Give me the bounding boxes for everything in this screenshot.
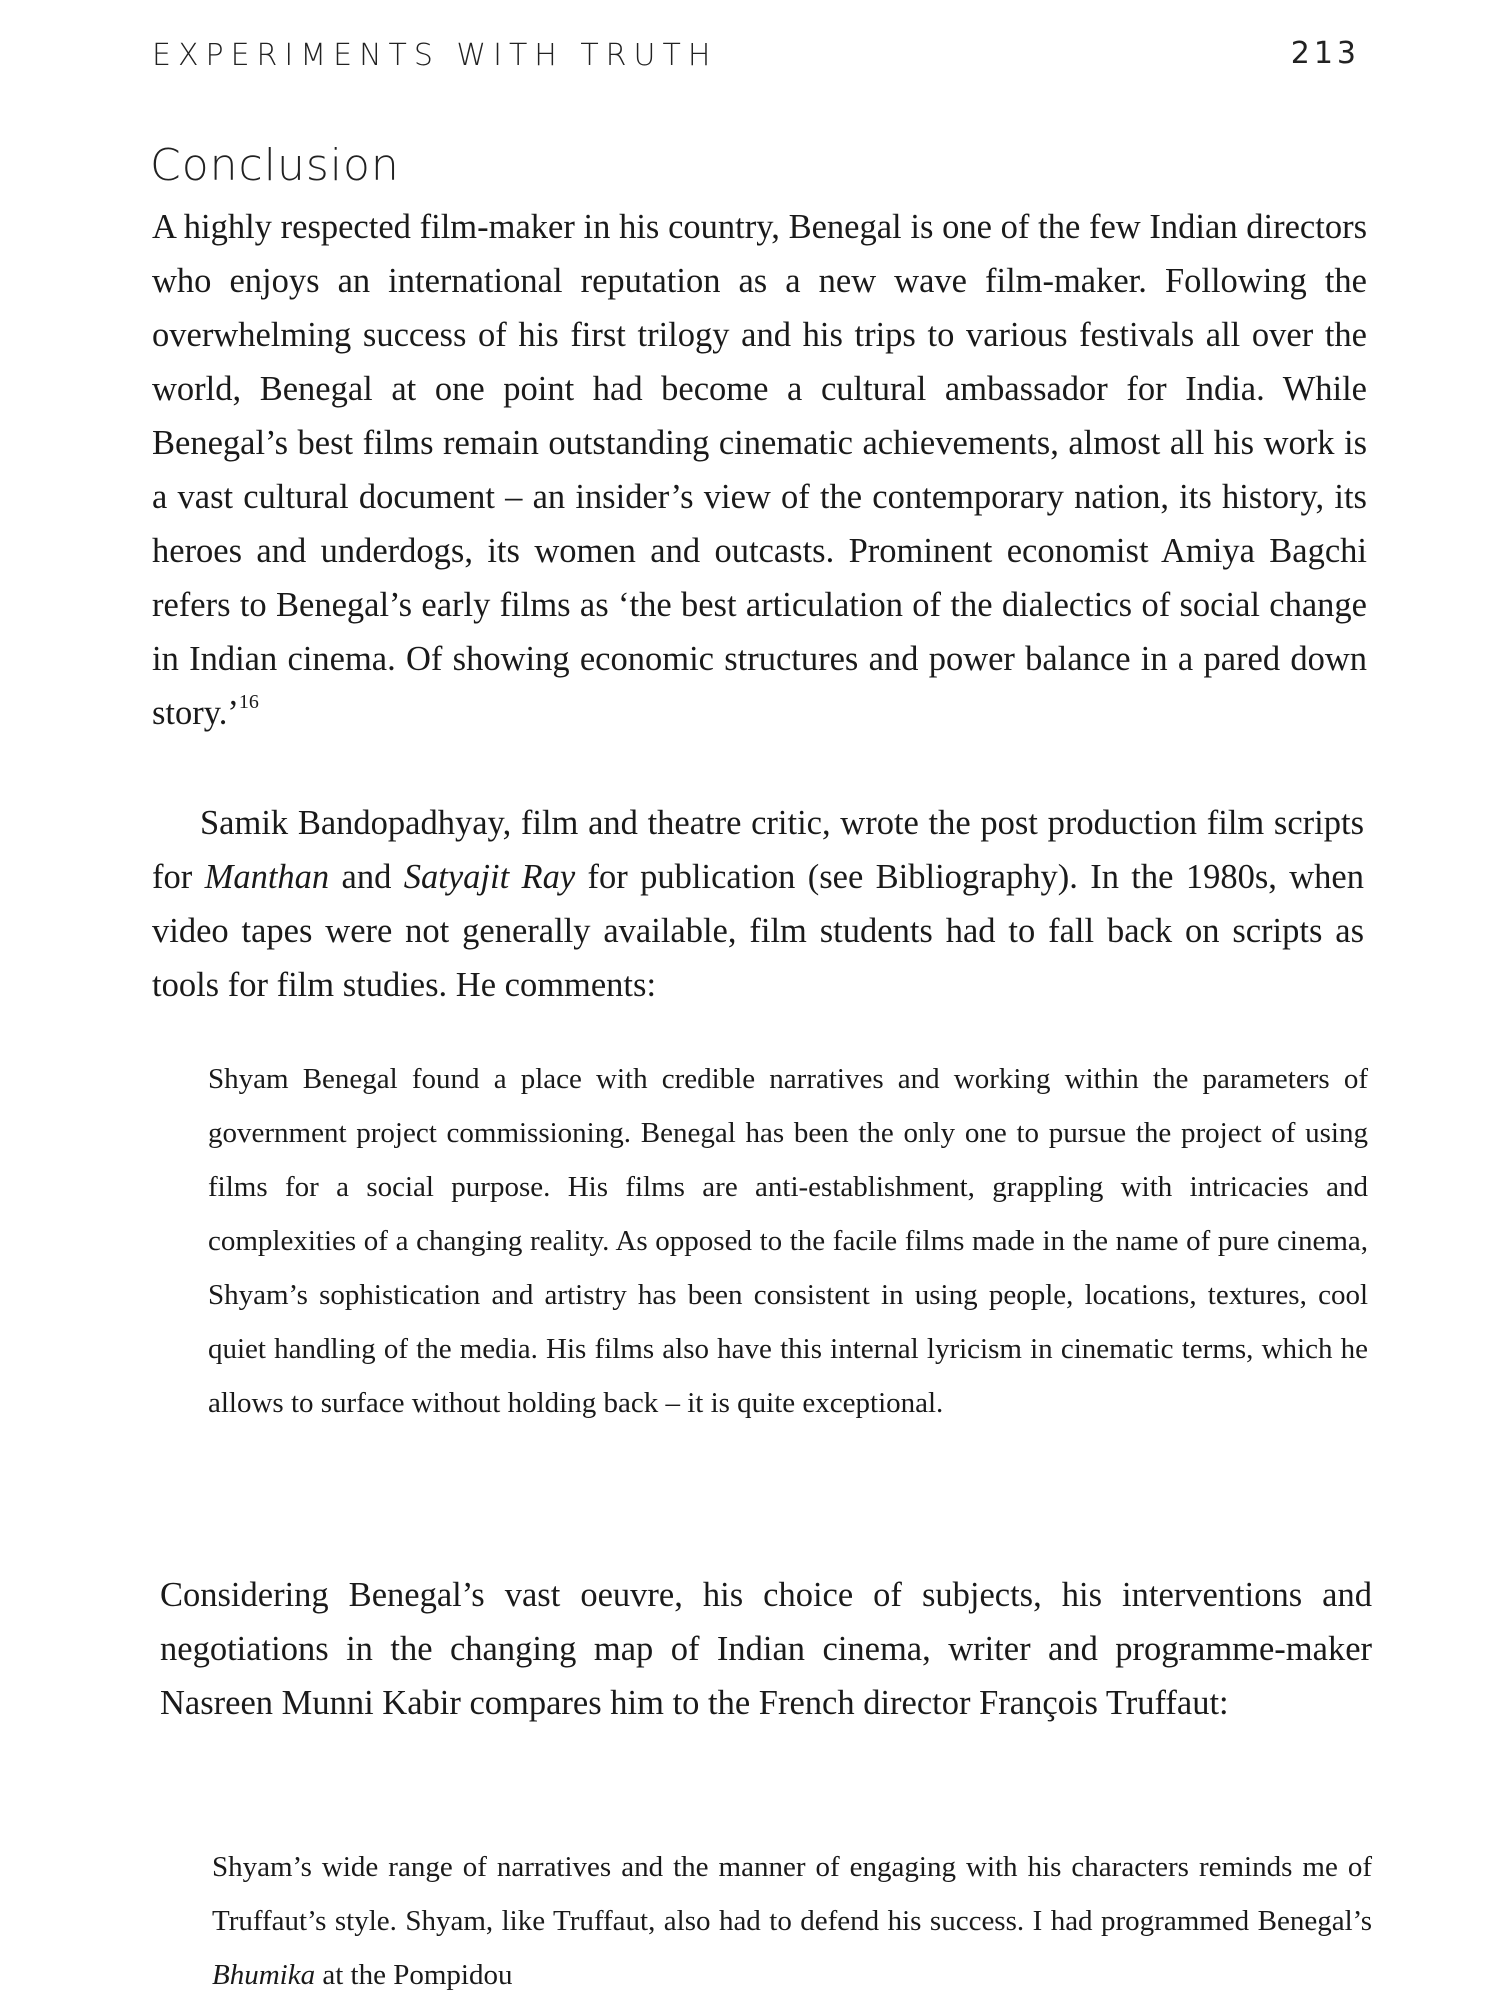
paragraph-3: Considering Benegal’s vast oeuvre, his choice of subjects, his interventions and negotiations in the changing map of Indian cinema, writer and programme-maker Nasreen Munni Kabir compares him to the French director François Truffaut: <box>160 1576 1372 1722</box>
paragraph-2-text-b: and <box>329 858 404 896</box>
paragraph-2 <box>152 796 1364 1012</box>
section-heading: Conclusion <box>150 140 400 191</box>
film-title-bhumika: Bhumika <box>212 1959 316 1991</box>
footnote-marker: 16 <box>238 690 259 713</box>
running-head: EXPERIMENTS WITH TRUTH <box>152 38 718 73</box>
paragraph-1-text: A highly respected film-maker in his country, Benegal is one of the few Indian directors who enjoys an international reputation as a new wave film-maker. Following the overwhelming success of his first trilogy and his trips to various festivals all over the world, Benegal at one point had become a cultural ambassador for India. While Benegal’s best films remain outstanding cinematic achievements, almost all his work is a vast cultural document – an insider’s view of the contemporary nation, its history, its heroes and underdogs, its women and outcasts. Prominent economist Amiya Bagchi refers to Benegal’s early films as ‘the best articulation of the dialectics of social change in Indian cinema. Of showing economic structures and power balance in a pared down story.’ <box>152 208 1367 732</box>
film-title-satyajit-ray: Satyajit Ray <box>403 858 576 896</box>
block-quote-kabir-text-a: Shyam’s wide range of narratives and the manner of engaging with his characters reminds me of Truffaut’s style. Shyam, like Truffaut, also had to defend his success. I had programmed Benegal’s <box>212 1851 1372 1937</box>
film-title-manthan: Manthan <box>204 858 330 896</box>
paragraph-2-text-a: Samik Bandopadhyay, film and theatre critic, wrote the post production film scripts for <box>152 804 1364 896</box>
paragraph-1 <box>152 200 1367 740</box>
page-number: 213 <box>1290 36 1360 71</box>
paragraph-2-text-c: for publication (see Bibliography). In the 1980s, when video tapes were not generally available, film students had to fall back on scripts as tools for film studies. He comments: <box>152 858 1364 1004</box>
block-quote-kabir-text-b: at the Pompidou <box>315 1959 513 1991</box>
block-quote-bandopadhyay: Shyam Benegal found a place with credible narratives and working within the parameters of government project commissioning. Benegal has been the only one to pursue the project of using films for a social purpose. His films are anti-establishment, grappling with intricacies and complexities of a changing reality. As opposed to the facile films made in the name of pure cinema, Shyam’s sophistication and artistry has been consistent in using people, locations, textures, cool quiet handling of the media. His films also have this internal lyricism in cinematic terms, which he allows to surface without holding back – it is quite exceptional. <box>208 1063 1368 1419</box>
block-quote-kabir <box>212 1840 1372 2002</box>
